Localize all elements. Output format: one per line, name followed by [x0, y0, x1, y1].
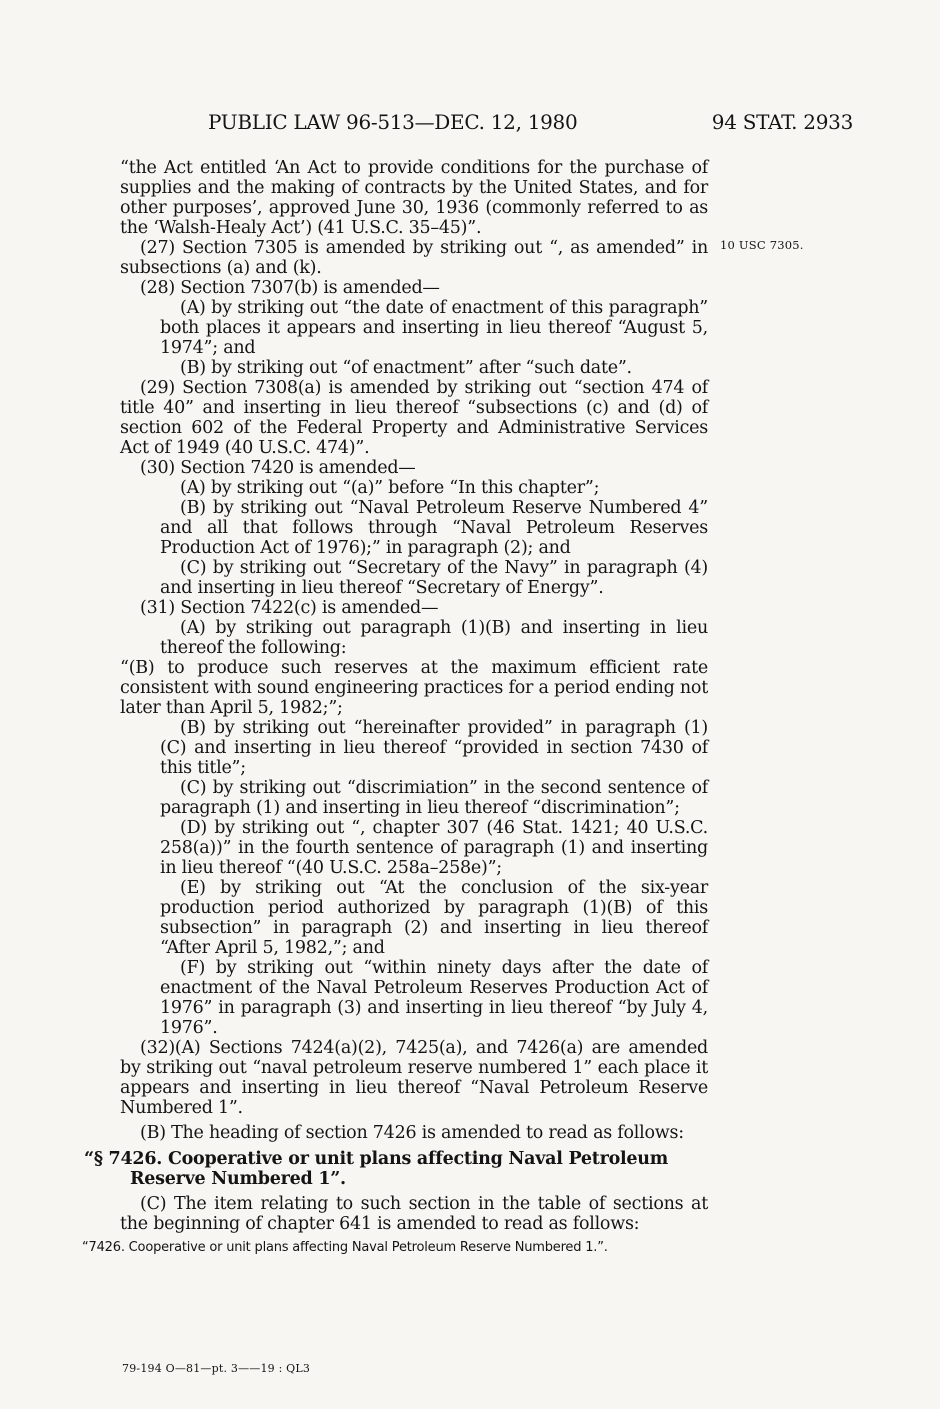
- paragraph-30-c: (C) by striking out “Secretary of the Navy” in paragraph (4) and inserting in lieu thereof “Secretary of Energy”.: [160, 558, 708, 598]
- section-heading-7426: “§ 7426. Cooperative or unit plans affecting Naval Petroleum Reserve Numbered 1”.: [84, 1149, 669, 1189]
- paragraph-28-b: (B) by striking out “of enactment” after “such date”.: [180, 358, 632, 378]
- paragraph-32-a: (32)(A) Sections 7424(a)(2), 7425(a), and 7426(a) are amended by striking out “naval petroleum reserve numbered 1” each place it appears and inserting in lieu thereof “Naval Petroleum Reserve Numbered 1”.: [120, 1038, 708, 1118]
- table-of-sections-item: “7426. Cooperative or unit plans affecting Naval Petroleum Reserve Numbered 1.”.: [82, 1240, 608, 1255]
- statute-page-number: 94 STAT. 2933: [711, 110, 853, 134]
- paragraph-32-c: (C) The item relating to such section in the table of sections at the beginning of chapter 641 is amended to read as follows:: [120, 1194, 708, 1234]
- paragraph-30: (30) Section 7420 is amended—: [140, 458, 416, 478]
- paragraph-29: (29) Section 7308(a) is amended by striking out “section 474 of title 40” and inserting in lieu thereof “subsections (c) and (d) of section 602 of the Federal Property and Administrative Services Act of 1949 (40 U.S.C. 474)”.: [120, 378, 708, 458]
- page-header: [208, 110, 853, 140]
- paragraph-walsh-healy: “the Act entitled ‘An Act to provide conditions for the purchase of supplies and the making of contracts by the United States, and for other purposes’, approved June 30, 1936 (commonly referred to as the ‘Walsh-Healy Act’) (41 U.S.C. 35–45)”.: [120, 158, 708, 238]
- paragraph-31-a: (A) by striking out paragraph (1)(B) and inserting in lieu thereof the following:: [160, 618, 708, 658]
- paragraph-31-a-quoted: “(B) to produce such reserves at the maximum efficient rate consistent with sound engineering practices for a period ending not later than April 5, 1982;”;: [120, 658, 708, 718]
- paragraph-28: (28) Section 7307(b) is amended—: [140, 278, 440, 298]
- paragraph-31-e: (E) by striking out “At the conclusion of the six-year production period authorized by paragraph (1)(B) of this subsection” in paragraph (2) and inserting in lieu thereof “After April 5, 1982,”; and: [160, 878, 708, 958]
- paragraph-31-d: (D) by striking out “, chapter 307 (46 Stat. 1421; 40 U.S.C. 258(a))” in the fourth sentence of paragraph (1) and inserting in lieu thereof “(40 U.S.C. 258a–258e)”;: [160, 818, 708, 878]
- paragraph-30-a: (A) by striking out “(a)” before “In this chapter”;: [180, 478, 600, 498]
- paragraph-31-b: (B) by striking out “hereinafter provided” in paragraph (1)(C) and inserting in lieu thereof “provided in section 7430 of this title”;: [160, 718, 708, 778]
- paragraph-31: (31) Section 7422(c) is amended—: [140, 598, 439, 618]
- paragraph-31-c: (C) by striking out “discrimiation” in the second sentence of paragraph (1) and inserting in lieu thereof “discrimination”;: [160, 778, 708, 818]
- paragraph-31-f: (F) by striking out “within ninety days after the date of enactment of the Naval Petroleum Reserves Production Act of 1976” in paragraph (3) and inserting in lieu thereof “by July 4, 1976”.: [160, 958, 708, 1038]
- paragraph-30-b: (B) by striking out “Naval Petroleum Reserve Numbered 4” and all that follows through “Naval Petroleum Reserves Production Act of 1976);” in paragraph (2); and: [160, 498, 708, 558]
- paragraph-27: (27) Section 7305 is amended by striking out “, as amended” in subsections (a) and (k).: [120, 238, 708, 278]
- paragraph-28-a: (A) by striking out “the date of enactment of this paragraph” both places it appears and inserting in lieu thereof “August 5, 1974”; and: [160, 298, 708, 358]
- body-text: [82, 158, 708, 1258]
- print-footer: 79-194 O—81—pt. 3——19 : QL3: [122, 1362, 311, 1375]
- margin-note-citation: 10 USC 7305.: [720, 238, 804, 252]
- paragraph-32-b: (B) The heading of section 7426 is amended to read as follows:: [140, 1123, 684, 1143]
- running-title: PUBLIC LAW 96-513—DEC. 12, 1980: [208, 110, 578, 134]
